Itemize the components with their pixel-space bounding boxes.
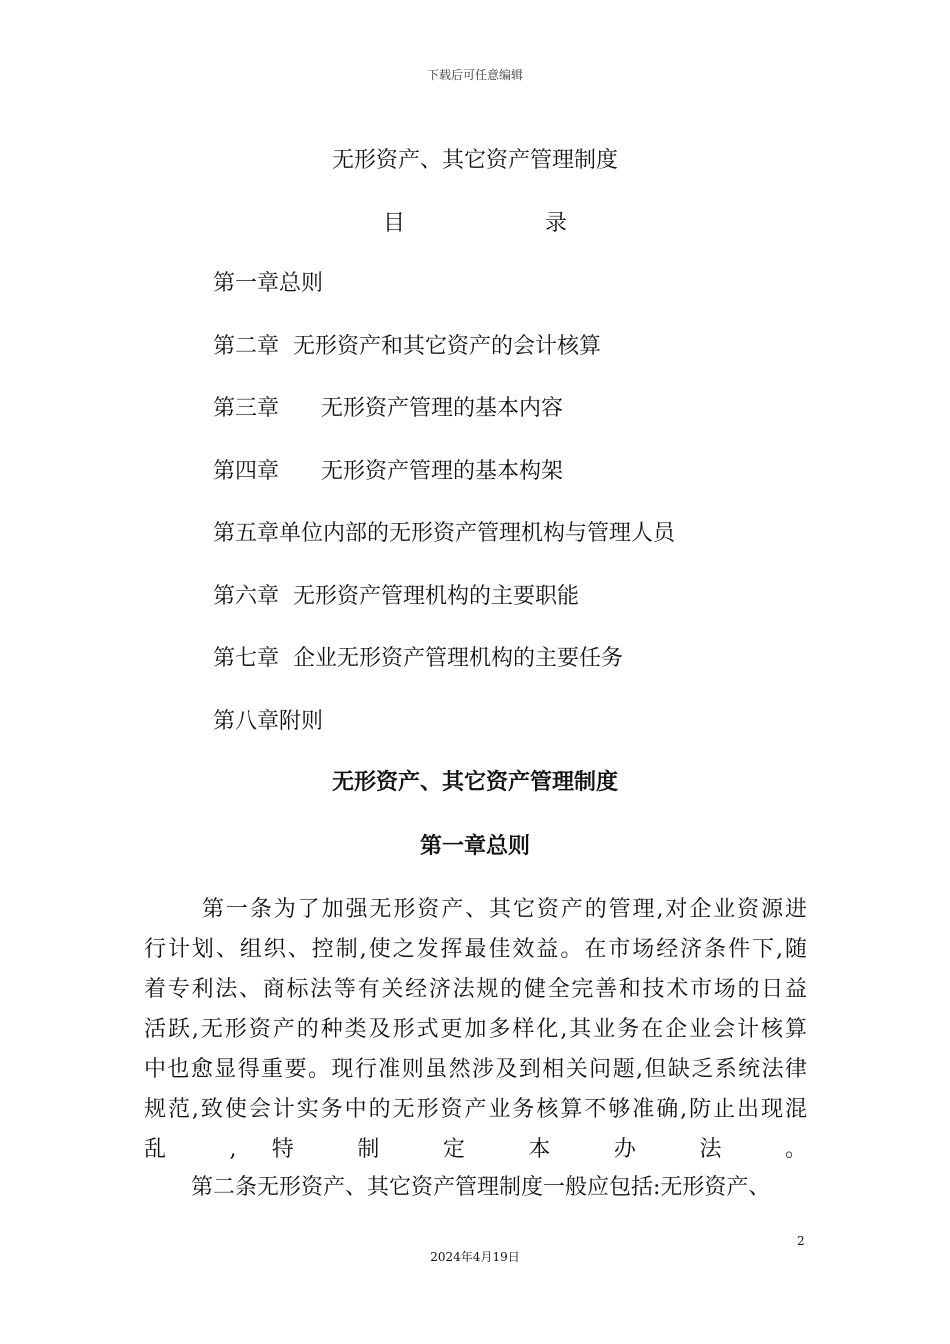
toc-item-chapter-6: 第六章 无形资产管理机构的主要职能 bbox=[213, 583, 579, 609]
article-1-line: 着专利法、商标法等有关经济法规的健全完善和技术市场的日益 bbox=[144, 977, 807, 1002]
toc-item-chapter-2: 第二章 无形资产和其它资产的会计核算 bbox=[213, 333, 601, 359]
chapter-title: 第一章总则 bbox=[419, 833, 530, 859]
article-1-line: 规范,致使会计实务中的无形资产业务核算不够准确,防止出现混 bbox=[144, 1097, 807, 1122]
article-1-line: 第一条为了加强无形资产、其它资产的管理,对企业资源进 bbox=[202, 897, 807, 922]
article-1-line: 行计划、组织、控制,使之发挥最佳效益。在市场经济条件下,随 bbox=[144, 937, 807, 962]
page-number: 2 bbox=[797, 1234, 805, 1248]
table-of-contents bbox=[213, 262, 833, 762]
toc-item-chapter-5: 第五章单位内部的无形资产管理机构与管理人员 bbox=[213, 521, 676, 546]
body-title: 无形资产、其它资产管理制度 bbox=[331, 769, 618, 795]
toc-item-chapter-7: 第七章 企业无形资产管理机构的主要任务 bbox=[213, 646, 623, 671]
header-note: 下载后可任意编辑 bbox=[426, 68, 523, 82]
article-1-line: 中也愈显得重要。现行准则虽然涉及到相关问题,但缺乏系统法律 bbox=[144, 1057, 807, 1082]
footer-date: 2024年4月19日 bbox=[430, 1250, 520, 1264]
toc-heading-left: 目 bbox=[382, 211, 405, 236]
article-1-line: 乱 , 特 制 定 本 办 法 。 bbox=[144, 1137, 807, 1162]
toc-item-chapter-8: 第八章附则 bbox=[213, 708, 324, 734]
toc-heading bbox=[0, 206, 950, 237]
toc-item-chapter-1: 第一章总则 bbox=[213, 271, 324, 296]
toc-heading-right: 录 bbox=[545, 211, 568, 236]
toc-item-chapter-4: 第四章 无形资产管理的基本构架 bbox=[213, 458, 563, 484]
document-title: 无形资产、其它资产管理制度 bbox=[331, 148, 618, 173]
article-1-line: 活跃,无形资产的种类及形式更加多样化,其业务在企业会计核算 bbox=[144, 1017, 807, 1042]
article-1-paragraph bbox=[144, 890, 807, 1170]
toc-item-chapter-3: 第三章 无形资产管理的基本内容 bbox=[213, 396, 563, 421]
article-2-paragraph: 第二条无形资产、其它资产管理制度一般应包括:无形资产、 bbox=[191, 1175, 771, 1200]
